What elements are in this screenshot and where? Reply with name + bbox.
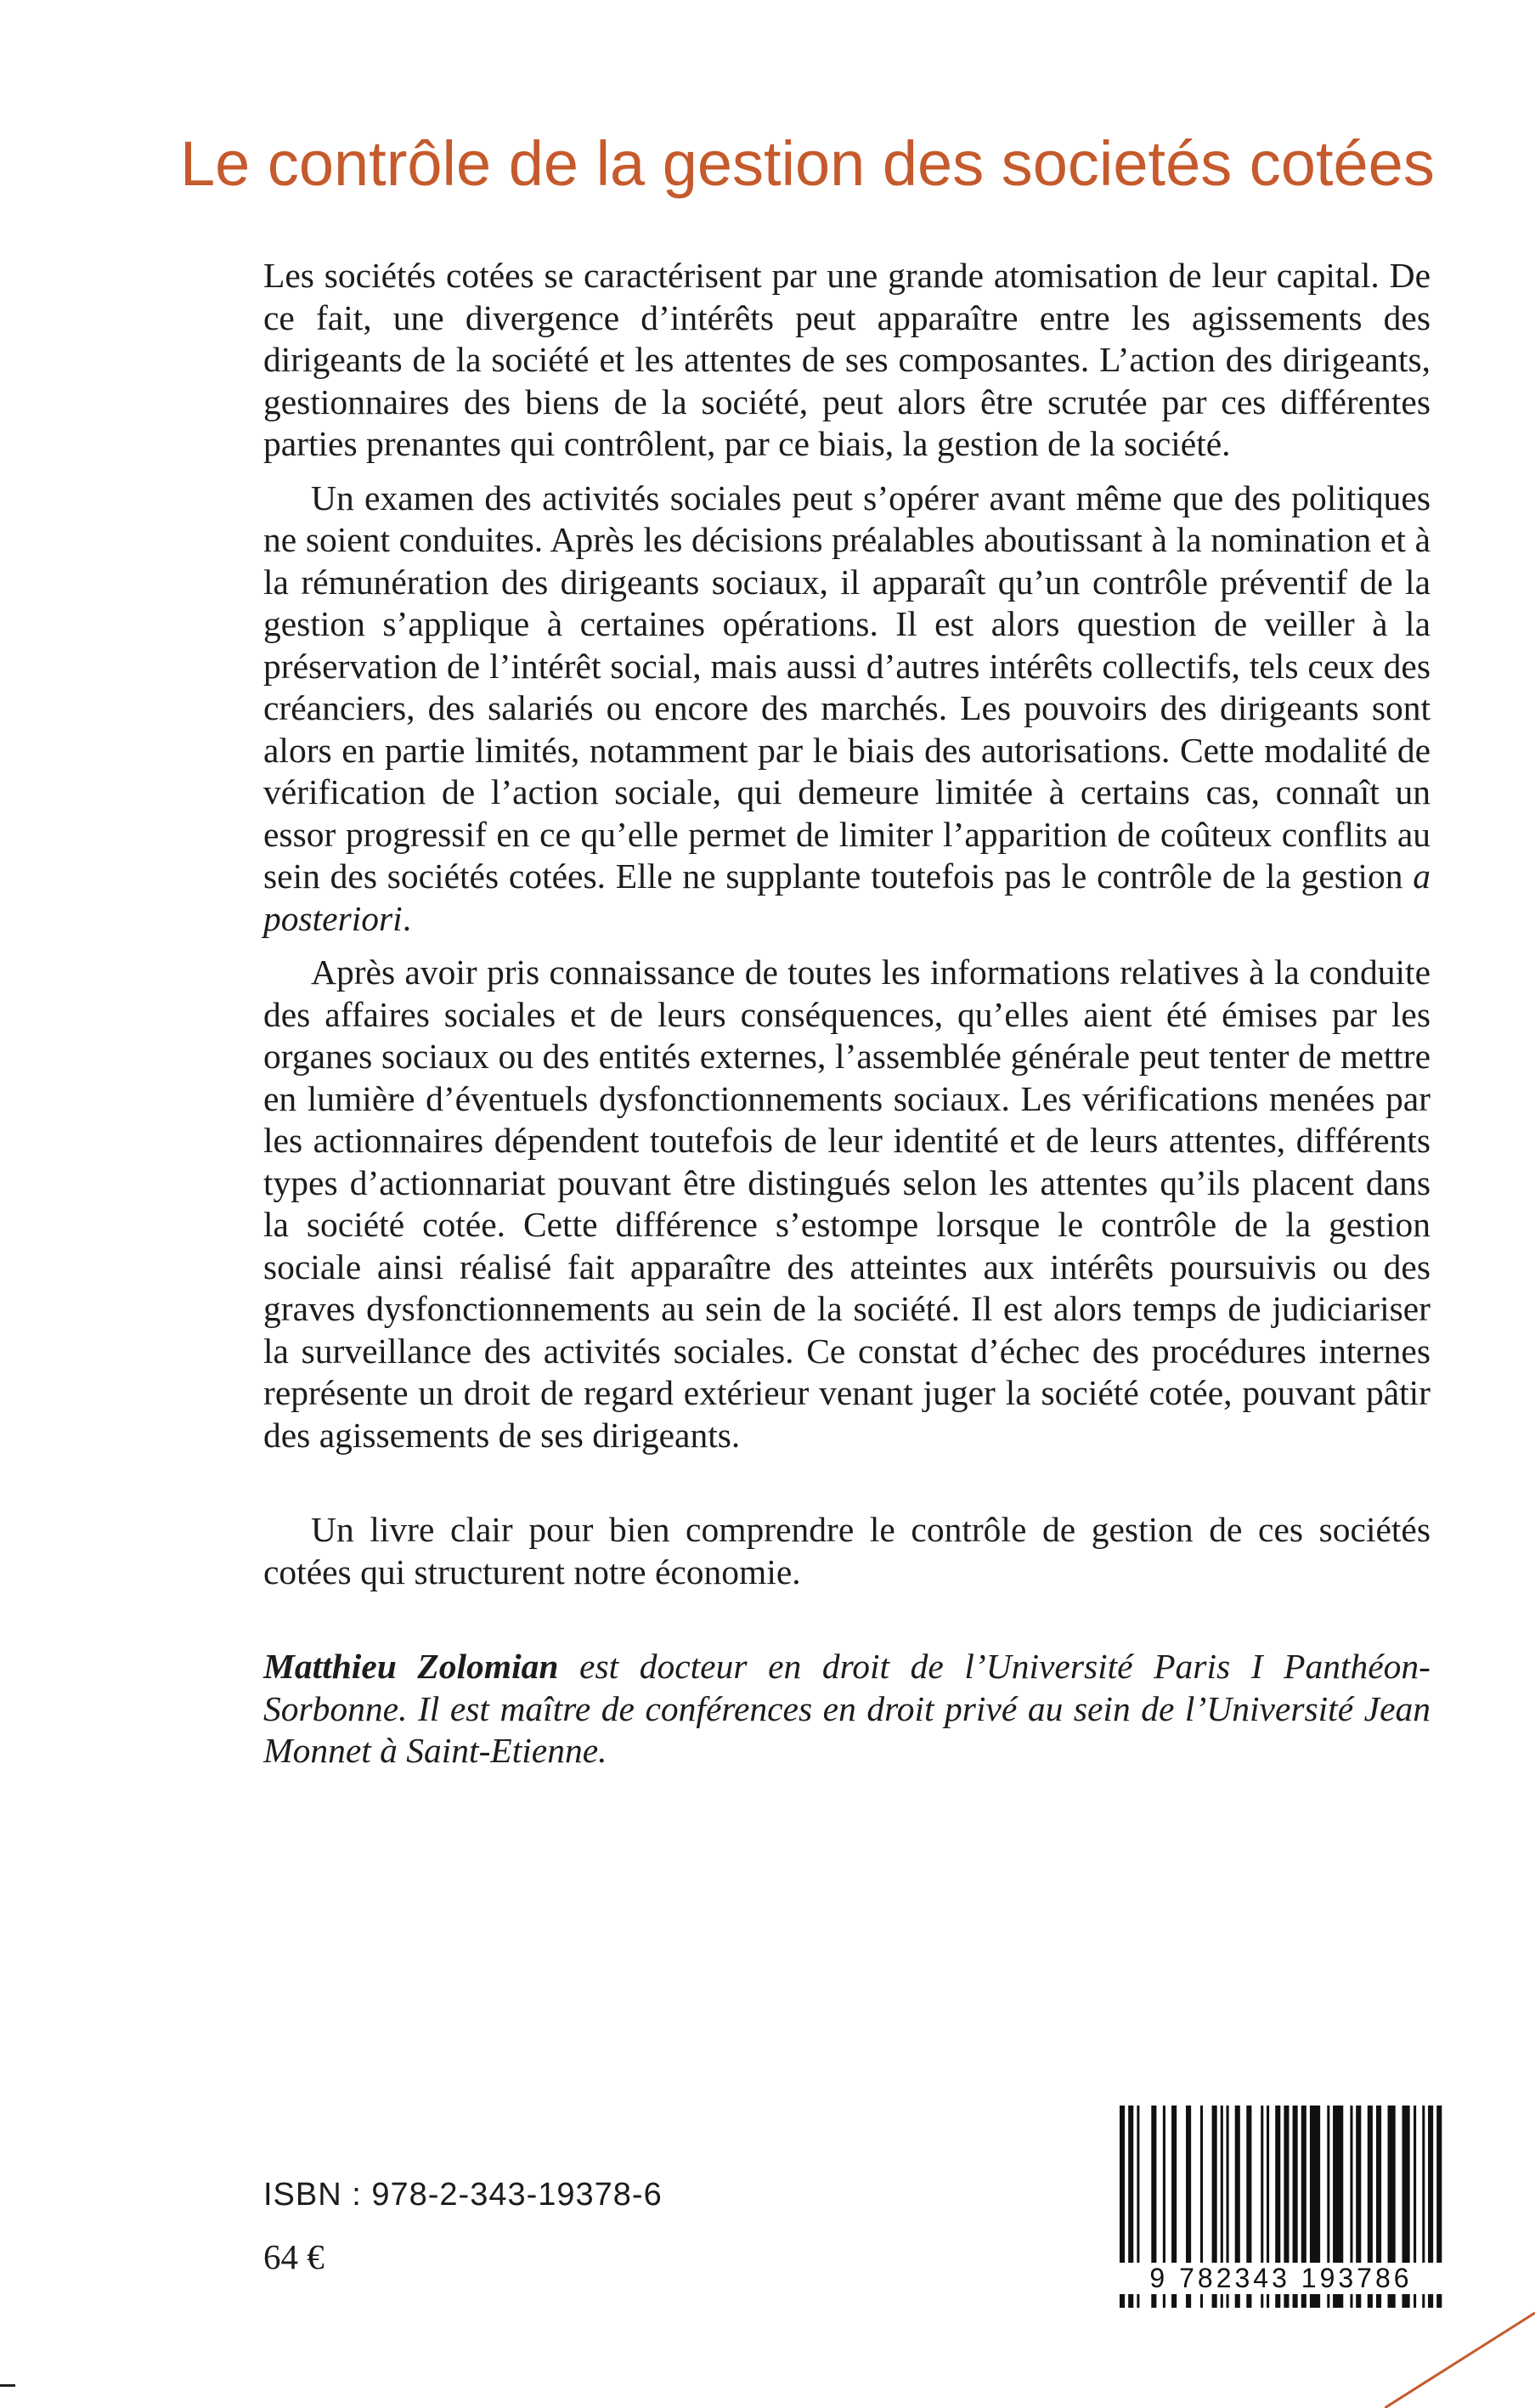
crop-mark xyxy=(0,2384,15,2387)
corner-decoration xyxy=(1385,2311,1535,2408)
paragraph-2 xyxy=(263,478,1431,941)
blurb xyxy=(263,255,1431,1772)
paragraph-2-end: . xyxy=(402,898,412,938)
author-bio-text: est docteur en droit de l’Université Paris I Panthéon-Sorbonne. Il est maître de conférences en droit privé au sein de l’Université Jean Monnet à Saint-Etienne. xyxy=(263,1647,1431,1770)
paragraph-2-text: Un examen des activités sociales peut s’opérer avant même que des politiques ne soient conduites. Après les décisions préalables aboutissant à la nomination et à la rémunération des dirigeants sociaux, il apparaît qu’un contrôle préventif de la gestion s’applique à certaines opérations. Il est alors question de veiller à la préservation de l’intérêt social, mais aussi d’autres intérêts collectifs, tels ceux des créanciers, des salariés ou encore des marchés. Les pouvoirs des dirigeants sont alors en partie limités, notamment par le biais des autorisations. Cette modalité de vérification de l’action sociale, qui demeure limitée à certains cas, connaît un essor progressif en ce qu’elle permet de limiter l’apparition de coûteux conflits au sein des sociétés cotées. Elle ne supplante toutefois pas le contrôle de la gestion xyxy=(263,478,1431,896)
paragraph-3: Après avoir pris connaissance de toutes les informations relatives à la conduite des affaires sociales et de leurs conséquences, qu’elles aient été émises par les organes sociaux ou des entités externes, l’assemblée générale peut tenter de mettre en lumière d’éventuels dysfonctionnements sociaux. Les vérifications menées par les actionnaires dépendent toutefois de leur identité et de leurs attentes, différents types d’actionnariat pouvant être distingués selon les attentes qu’ils placent dans la société cotée. Cette différence s’estompe lorsque le contrôle de la gestion sociale ainsi réalisé fait apparaître des atteintes aux intérêts poursuivis ou des graves dysfonctionnements au sein de la société. Il est alors temps de judiciariser la surveillance des activités sociales. Ce constat d’échec des procédures internes représente un droit de regard extérieur venant juger la société cotée, pouvant pâtir des agissements de ses dirigeants. xyxy=(263,952,1431,1455)
book-title: Le contrôle de la gestion des societés cotées xyxy=(180,128,1435,199)
paragraph-4: Un livre clair pour bien comprendre le contrôle de gestion de ces sociétés cotées qui structurent notre économie. xyxy=(263,1510,1431,1591)
price: 64 € xyxy=(263,2237,324,2276)
barcode-digits: 9 782343 193786 xyxy=(1120,2263,1442,2294)
author-name: Matthieu Zolomian xyxy=(263,1647,559,1686)
paragraph-2-italic: a posteriori xyxy=(263,856,1431,938)
isbn: ISBN : 978-2-343-19378-6 xyxy=(263,2177,663,2213)
author-bio xyxy=(263,1646,1431,1772)
paragraph-1: Les sociétés cotées se caractérisent par une grande atomisation de leur capital. De ce fait, une divergence d’intérêts peut apparaître entre les agissements des dirigeants de la société et les attentes de ses composantes. L’action des dirigeants, gestionnaires des biens de la société, peut alors être scrutée par ces différentes parties prenantes qui contrôlent, par ce biais, la gestion de la société. xyxy=(263,256,1431,463)
